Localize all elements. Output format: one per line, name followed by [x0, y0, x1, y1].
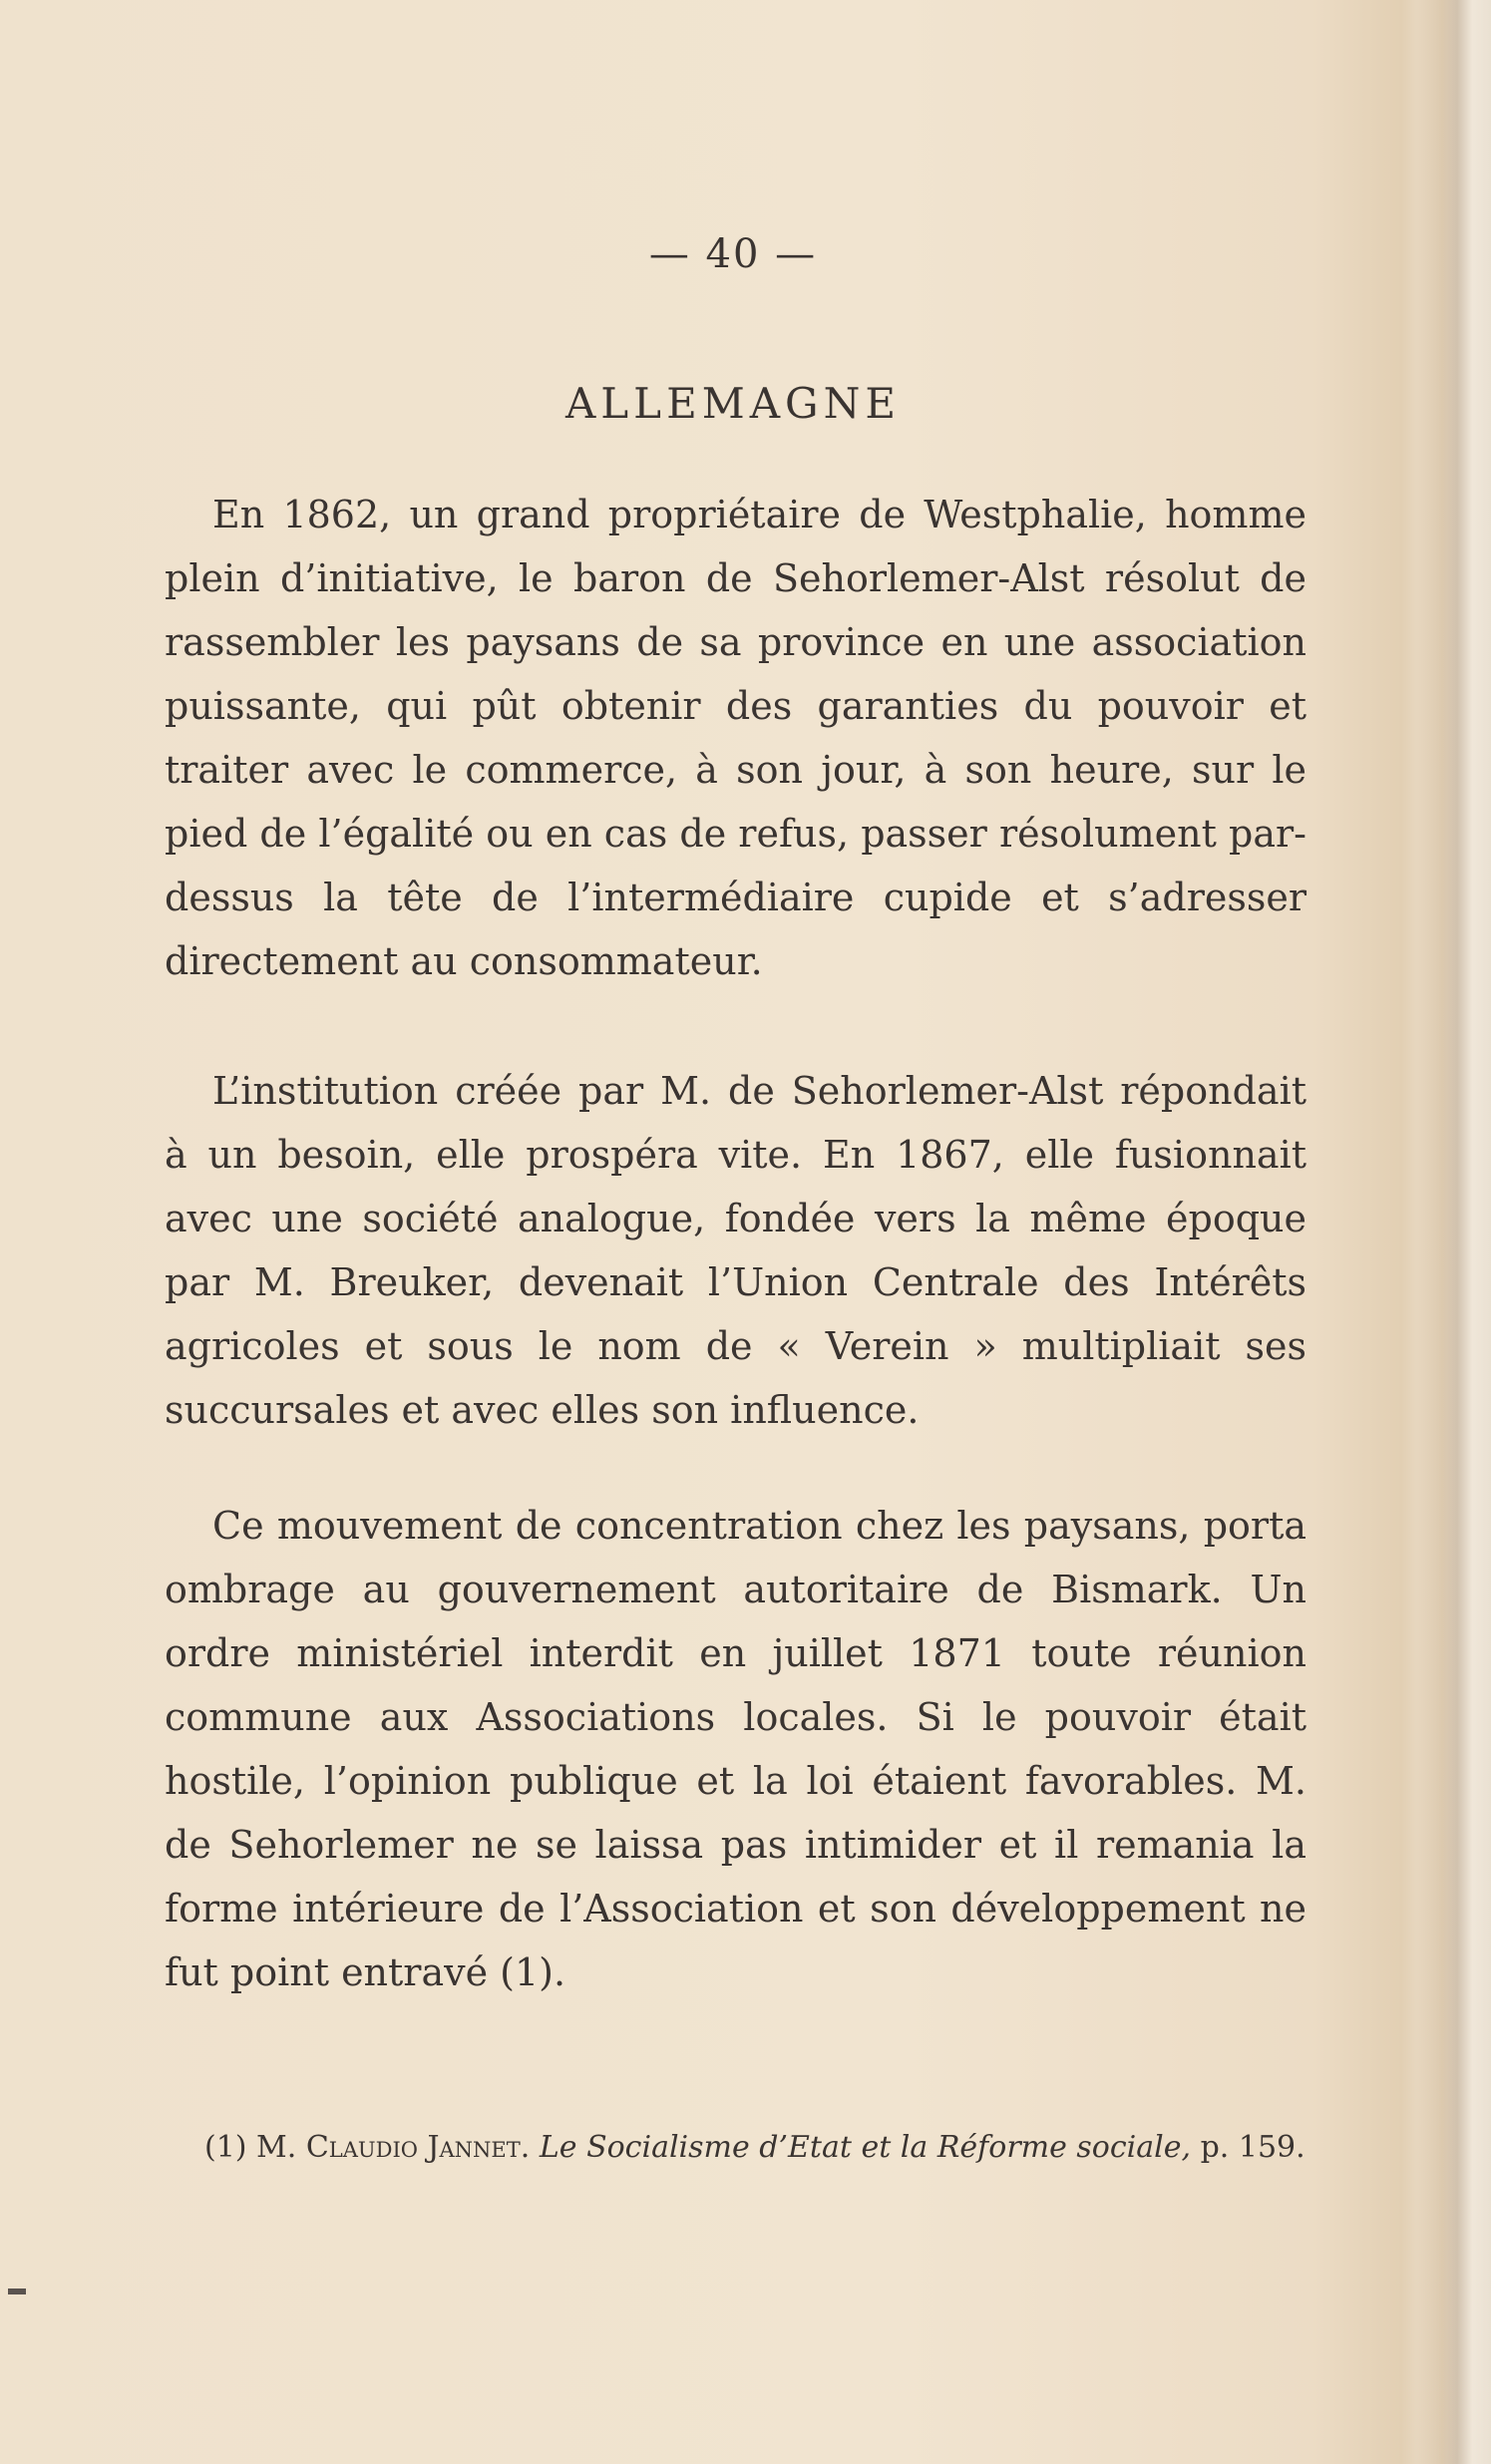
footnote-page-ref: p. 159. — [1200, 2130, 1305, 2165]
paragraph-2: L’institution créée par M. de Sehorlemer-Alst répondait à un besoin, elle prospéra vite. En 1867, elle fusionnait avec une société analogue, fondée vers la même époque par M. Breuker, devenait l’Union Centrale des Intérêts agricoles et sous le nom de « Verein » multipliait ses succursales et avec elles son influence. — [165, 1069, 1306, 1432]
binding-gutter-shadow — [1416, 0, 1491, 2464]
paragraph-3: Ce mouvement de concentration chez les paysans, porta ombrage au gouvernement autoritaire de Bismark. Un ordre ministériel interdit en juillet 1871 toute réunion commune aux Associations locales. Si le pouvoir était hostile, l’opinion publique et la loi étaient favorables. M. de Sehorlemer ne se laissa pas intimider et il remania la forme intérieure de l’Association et son développement ne fut point entravé (1). — [165, 1504, 1306, 1994]
footnote-author: Claudio Jannet. — [305, 2130, 531, 2165]
page-number: — 40 — — [648, 231, 818, 277]
paragraph-1: En 1862, un grand propriétaire de Westphalie, homme plein d’initiative, le baron de Sehorlemer-Alst résolut de rassembler les paysans de sa province en une association puissante, qui pût obtenir des garanties du pouvoir et traiter avec le commerce, à son jour, à son heure, sur le pied de l’égalité ou en cas de refus, passer résolument par-dessus la tête de l’intermédiaire cupide et s’adresser directement au consommateur. — [165, 493, 1306, 983]
footnote — [165, 2122, 1306, 2174]
margin-mark — [8, 2288, 26, 2294]
section-heading: ALLEMAGNE — [564, 379, 902, 428]
footnote-title: Le Socialisme d’Etat et la Réforme sociale, — [539, 2130, 1192, 2165]
footnote-marker: (1) M. — [204, 2130, 297, 2165]
